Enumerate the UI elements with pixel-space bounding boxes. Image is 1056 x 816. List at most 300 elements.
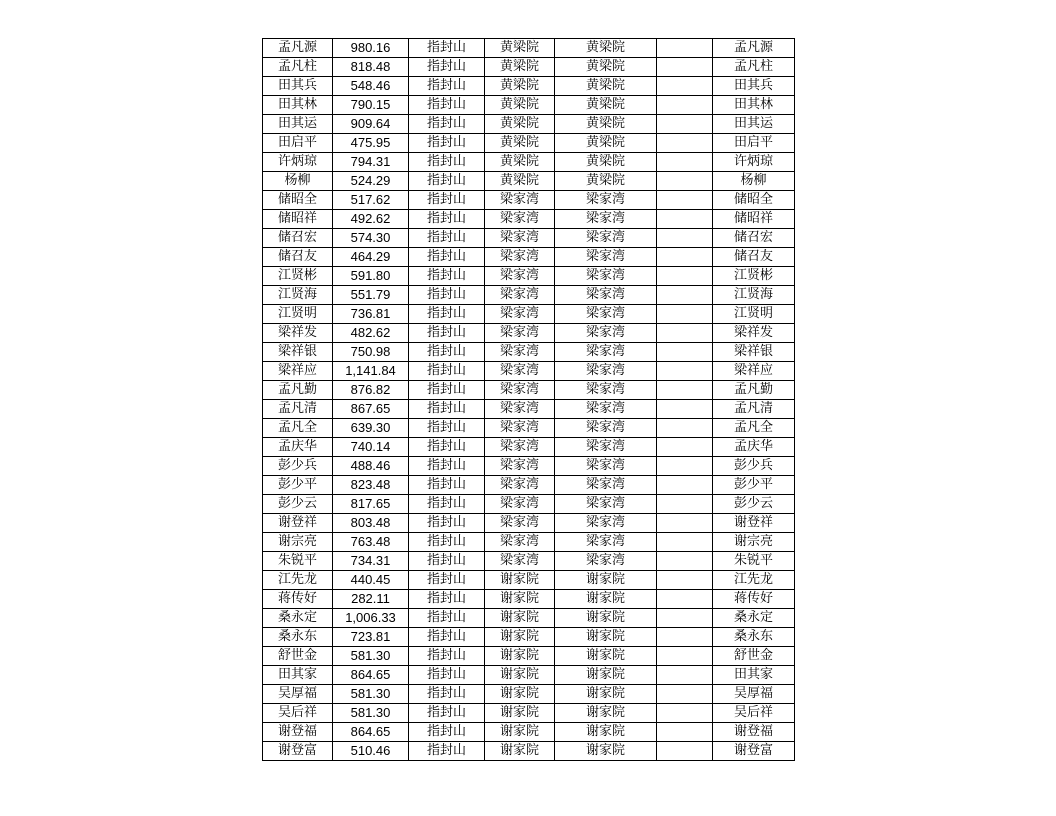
group-cell: 谢家院 (555, 704, 657, 723)
amount-cell: 524.29 (333, 172, 409, 191)
blank-cell (657, 438, 713, 457)
group-cell: 梁家湾 (555, 210, 657, 229)
village-cell: 黄梁院 (485, 134, 555, 153)
name-cell: 孟凡源 (263, 39, 333, 58)
group-cell: 谢家院 (555, 647, 657, 666)
blank-cell (657, 723, 713, 742)
table-row (263, 324, 795, 343)
amount-cell: 574.30 (333, 229, 409, 248)
amount-cell: 734.31 (333, 552, 409, 571)
village-cell: 谢家院 (485, 590, 555, 609)
amount-cell: 639.30 (333, 419, 409, 438)
table-row (263, 609, 795, 628)
group-cell: 谢家院 (555, 666, 657, 685)
town-cell: 指封山 (409, 134, 485, 153)
town-cell: 指封山 (409, 647, 485, 666)
amount-cell: 488.46 (333, 457, 409, 476)
payee-cell: 江先龙 (713, 571, 795, 590)
payee-cell: 舒世金 (713, 647, 795, 666)
group-cell: 梁家湾 (555, 381, 657, 400)
payee-cell: 田其林 (713, 96, 795, 115)
payee-cell: 梁祥应 (713, 362, 795, 381)
payee-cell: 孟凡清 (713, 400, 795, 419)
blank-cell (657, 514, 713, 533)
village-cell: 梁家湾 (485, 229, 555, 248)
name-cell: 储昭祥 (263, 210, 333, 229)
group-cell: 梁家湾 (555, 324, 657, 343)
name-cell: 许炳琼 (263, 153, 333, 172)
group-cell: 梁家湾 (555, 362, 657, 381)
amount-cell: 794.31 (333, 153, 409, 172)
town-cell: 指封山 (409, 514, 485, 533)
group-cell: 梁家湾 (555, 533, 657, 552)
payee-cell: 储昭全 (713, 191, 795, 210)
payee-cell: 江贤海 (713, 286, 795, 305)
amount-cell: 1,141.84 (333, 362, 409, 381)
blank-cell (657, 191, 713, 210)
village-cell: 梁家湾 (485, 514, 555, 533)
town-cell: 指封山 (409, 172, 485, 191)
amount-cell: 740.14 (333, 438, 409, 457)
town-cell: 指封山 (409, 96, 485, 115)
village-cell: 梁家湾 (485, 400, 555, 419)
name-cell: 孟凡清 (263, 400, 333, 419)
village-cell: 谢家院 (485, 628, 555, 647)
group-cell: 谢家院 (555, 742, 657, 761)
payee-cell: 朱锐平 (713, 552, 795, 571)
blank-cell (657, 248, 713, 267)
group-cell: 谢家院 (555, 590, 657, 609)
name-cell: 杨柳 (263, 172, 333, 191)
town-cell: 指封山 (409, 153, 485, 172)
name-cell: 桑永定 (263, 609, 333, 628)
group-cell: 梁家湾 (555, 552, 657, 571)
village-cell: 梁家湾 (485, 457, 555, 476)
blank-cell (657, 134, 713, 153)
town-cell: 指封山 (409, 438, 485, 457)
payee-cell: 谢登祥 (713, 514, 795, 533)
village-cell: 谢家院 (485, 704, 555, 723)
amount-cell: 591.80 (333, 267, 409, 286)
name-cell: 朱锐平 (263, 552, 333, 571)
blank-cell (657, 96, 713, 115)
table-row (263, 419, 795, 438)
name-cell: 储召友 (263, 248, 333, 267)
amount-cell: 510.46 (333, 742, 409, 761)
name-cell: 田其家 (263, 666, 333, 685)
group-cell: 黄梁院 (555, 115, 657, 134)
village-cell: 梁家湾 (485, 286, 555, 305)
blank-cell (657, 400, 713, 419)
village-cell: 梁家湾 (485, 343, 555, 362)
blank-cell (657, 552, 713, 571)
town-cell: 指封山 (409, 742, 485, 761)
payee-cell: 彭少兵 (713, 457, 795, 476)
amount-cell: 818.48 (333, 58, 409, 77)
village-cell: 黄梁院 (485, 39, 555, 58)
group-cell: 谢家院 (555, 571, 657, 590)
name-cell: 彭少兵 (263, 457, 333, 476)
amount-cell: 723.81 (333, 628, 409, 647)
table-row (263, 457, 795, 476)
village-cell: 梁家湾 (485, 552, 555, 571)
blank-cell (657, 267, 713, 286)
table-row (263, 229, 795, 248)
town-cell: 指封山 (409, 723, 485, 742)
table-row (263, 628, 795, 647)
village-cell: 黄梁院 (485, 96, 555, 115)
blank-cell (657, 172, 713, 191)
payee-cell: 江贤明 (713, 305, 795, 324)
blank-cell (657, 115, 713, 134)
name-cell: 孟凡柱 (263, 58, 333, 77)
table-row (263, 590, 795, 609)
name-cell: 梁祥发 (263, 324, 333, 343)
amount-cell: 551.79 (333, 286, 409, 305)
group-cell: 梁家湾 (555, 286, 657, 305)
table-row (263, 400, 795, 419)
amount-cell: 876.82 (333, 381, 409, 400)
name-cell: 梁祥银 (263, 343, 333, 362)
table-row (263, 552, 795, 571)
group-cell: 梁家湾 (555, 248, 657, 267)
group-cell: 谢家院 (555, 609, 657, 628)
group-cell: 梁家湾 (555, 400, 657, 419)
town-cell: 指封山 (409, 381, 485, 400)
village-cell: 梁家湾 (485, 419, 555, 438)
name-cell: 谢宗亮 (263, 533, 333, 552)
town-cell: 指封山 (409, 286, 485, 305)
amount-cell: 817.65 (333, 495, 409, 514)
blank-cell (657, 571, 713, 590)
amount-cell: 823.48 (333, 476, 409, 495)
group-cell: 梁家湾 (555, 343, 657, 362)
payee-cell: 谢登福 (713, 723, 795, 742)
amount-cell: 909.64 (333, 115, 409, 134)
table-row (263, 267, 795, 286)
village-cell: 梁家湾 (485, 248, 555, 267)
town-cell: 指封山 (409, 552, 485, 571)
blank-cell (657, 286, 713, 305)
payee-cell: 许炳琼 (713, 153, 795, 172)
village-cell: 黄梁院 (485, 153, 555, 172)
town-cell: 指封山 (409, 58, 485, 77)
group-cell: 梁家湾 (555, 191, 657, 210)
town-cell: 指封山 (409, 400, 485, 419)
village-cell: 梁家湾 (485, 191, 555, 210)
group-cell: 梁家湾 (555, 495, 657, 514)
blank-cell (657, 77, 713, 96)
name-cell: 谢登祥 (263, 514, 333, 533)
amount-cell: 548.46 (333, 77, 409, 96)
name-cell: 储昭全 (263, 191, 333, 210)
group-cell: 黄梁院 (555, 134, 657, 153)
blank-cell (657, 419, 713, 438)
town-cell: 指封山 (409, 628, 485, 647)
name-cell: 舒世金 (263, 647, 333, 666)
table-row (263, 115, 795, 134)
village-cell: 黄梁院 (485, 77, 555, 96)
town-cell: 指封山 (409, 77, 485, 96)
payee-cell: 梁祥银 (713, 343, 795, 362)
town-cell: 指封山 (409, 39, 485, 58)
table-row (263, 685, 795, 704)
amount-cell: 864.65 (333, 666, 409, 685)
table-row (263, 723, 795, 742)
name-cell: 彭少云 (263, 495, 333, 514)
amount-cell: 750.98 (333, 343, 409, 362)
payee-cell: 梁祥发 (713, 324, 795, 343)
table-row (263, 39, 795, 58)
village-cell: 谢家院 (485, 723, 555, 742)
group-cell: 梁家湾 (555, 229, 657, 248)
name-cell: 田其兵 (263, 77, 333, 96)
payee-cell: 桑永定 (713, 609, 795, 628)
table-row (263, 571, 795, 590)
table-row (263, 210, 795, 229)
town-cell: 指封山 (409, 609, 485, 628)
town-cell: 指封山 (409, 419, 485, 438)
group-cell: 黄梁院 (555, 39, 657, 58)
village-cell: 梁家湾 (485, 324, 555, 343)
payee-cell: 孟凡全 (713, 419, 795, 438)
amount-cell: 980.16 (333, 39, 409, 58)
village-cell: 梁家湾 (485, 476, 555, 495)
village-cell: 谢家院 (485, 647, 555, 666)
table-row (263, 514, 795, 533)
group-cell: 谢家院 (555, 628, 657, 647)
name-cell: 蒋传好 (263, 590, 333, 609)
village-cell: 谢家院 (485, 609, 555, 628)
town-cell: 指封山 (409, 343, 485, 362)
town-cell: 指封山 (409, 362, 485, 381)
ledger-body (263, 39, 795, 761)
blank-cell (657, 381, 713, 400)
village-cell: 黄梁院 (485, 58, 555, 77)
group-cell: 谢家院 (555, 685, 657, 704)
table-row (263, 476, 795, 495)
name-cell: 江先龙 (263, 571, 333, 590)
table-row (263, 191, 795, 210)
table-row (263, 96, 795, 115)
name-cell: 江贤彬 (263, 267, 333, 286)
payee-cell: 桑永东 (713, 628, 795, 647)
payee-cell: 谢登富 (713, 742, 795, 761)
payee-cell: 储召友 (713, 248, 795, 267)
table-row (263, 495, 795, 514)
group-cell: 梁家湾 (555, 457, 657, 476)
village-cell: 黄梁院 (485, 172, 555, 191)
payee-cell: 田启平 (713, 134, 795, 153)
payee-cell: 储召宏 (713, 229, 795, 248)
amount-cell: 581.30 (333, 704, 409, 723)
table-row (263, 742, 795, 761)
town-cell: 指封山 (409, 533, 485, 552)
group-cell: 梁家湾 (555, 476, 657, 495)
table-row (263, 381, 795, 400)
group-cell: 黄梁院 (555, 153, 657, 172)
amount-cell: 482.62 (333, 324, 409, 343)
blank-cell (657, 58, 713, 77)
group-cell: 梁家湾 (555, 419, 657, 438)
name-cell: 桑永东 (263, 628, 333, 647)
village-cell: 梁家湾 (485, 210, 555, 229)
town-cell: 指封山 (409, 704, 485, 723)
table-row (263, 533, 795, 552)
blank-cell (657, 362, 713, 381)
amount-cell: 867.65 (333, 400, 409, 419)
blank-cell (657, 590, 713, 609)
village-cell: 梁家湾 (485, 533, 555, 552)
group-cell: 黄梁院 (555, 58, 657, 77)
town-cell: 指封山 (409, 191, 485, 210)
blank-cell (657, 666, 713, 685)
payee-cell: 田其运 (713, 115, 795, 134)
town-cell: 指封山 (409, 571, 485, 590)
table-row (263, 248, 795, 267)
amount-cell: 1,006.33 (333, 609, 409, 628)
group-cell: 黄梁院 (555, 77, 657, 96)
town-cell: 指封山 (409, 115, 485, 134)
village-cell: 梁家湾 (485, 305, 555, 324)
name-cell: 谢登富 (263, 742, 333, 761)
payee-cell: 孟凡源 (713, 39, 795, 58)
payee-cell: 孟庆华 (713, 438, 795, 457)
blank-cell (657, 628, 713, 647)
blank-cell (657, 457, 713, 476)
village-cell: 梁家湾 (485, 267, 555, 286)
payee-cell: 储昭祥 (713, 210, 795, 229)
group-cell: 谢家院 (555, 723, 657, 742)
table-row (263, 666, 795, 685)
payee-cell: 蒋传好 (713, 590, 795, 609)
payee-cell: 田其家 (713, 666, 795, 685)
group-cell: 梁家湾 (555, 514, 657, 533)
blank-cell (657, 609, 713, 628)
blank-cell (657, 343, 713, 362)
village-cell: 谢家院 (485, 742, 555, 761)
name-cell: 田其运 (263, 115, 333, 134)
amount-cell: 581.30 (333, 685, 409, 704)
amount-cell: 763.48 (333, 533, 409, 552)
name-cell: 储召宏 (263, 229, 333, 248)
blank-cell (657, 647, 713, 666)
group-cell: 黄梁院 (555, 96, 657, 115)
name-cell: 吴厚福 (263, 685, 333, 704)
amount-cell: 517.62 (333, 191, 409, 210)
amount-cell: 440.45 (333, 571, 409, 590)
town-cell: 指封山 (409, 666, 485, 685)
table-row (263, 134, 795, 153)
village-cell: 梁家湾 (485, 495, 555, 514)
amount-cell: 464.29 (333, 248, 409, 267)
village-cell: 谢家院 (485, 666, 555, 685)
blank-cell (657, 305, 713, 324)
name-cell: 江贤海 (263, 286, 333, 305)
name-cell: 孟凡全 (263, 419, 333, 438)
amount-cell: 864.65 (333, 723, 409, 742)
blank-cell (657, 742, 713, 761)
amount-cell: 282.11 (333, 590, 409, 609)
town-cell: 指封山 (409, 305, 485, 324)
amount-cell: 736.81 (333, 305, 409, 324)
group-cell: 梁家湾 (555, 438, 657, 457)
town-cell: 指封山 (409, 267, 485, 286)
table-row (263, 704, 795, 723)
town-cell: 指封山 (409, 229, 485, 248)
blank-cell (657, 533, 713, 552)
village-cell: 梁家湾 (485, 438, 555, 457)
table-row (263, 362, 795, 381)
table-row (263, 343, 795, 362)
blank-cell (657, 476, 713, 495)
name-cell: 彭少平 (263, 476, 333, 495)
town-cell: 指封山 (409, 457, 485, 476)
blank-cell (657, 495, 713, 514)
payee-cell: 田其兵 (713, 77, 795, 96)
blank-cell (657, 324, 713, 343)
name-cell: 江贤明 (263, 305, 333, 324)
table-row (263, 305, 795, 324)
table-row (263, 647, 795, 666)
amount-cell: 790.15 (333, 96, 409, 115)
name-cell: 梁祥应 (263, 362, 333, 381)
ledger-table (262, 38, 795, 761)
town-cell: 指封山 (409, 210, 485, 229)
village-cell: 梁家湾 (485, 381, 555, 400)
table-row (263, 77, 795, 96)
amount-cell: 803.48 (333, 514, 409, 533)
payee-cell: 吴厚福 (713, 685, 795, 704)
town-cell: 指封山 (409, 324, 485, 343)
town-cell: 指封山 (409, 248, 485, 267)
payee-cell: 吴后祥 (713, 704, 795, 723)
name-cell: 吴后祥 (263, 704, 333, 723)
amount-cell: 581.30 (333, 647, 409, 666)
blank-cell (657, 153, 713, 172)
payee-cell: 彭少云 (713, 495, 795, 514)
blank-cell (657, 229, 713, 248)
town-cell: 指封山 (409, 495, 485, 514)
payee-cell: 杨柳 (713, 172, 795, 191)
table-row (263, 286, 795, 305)
blank-cell (657, 704, 713, 723)
group-cell: 黄梁院 (555, 172, 657, 191)
name-cell: 谢登福 (263, 723, 333, 742)
town-cell: 指封山 (409, 685, 485, 704)
village-cell: 谢家院 (485, 685, 555, 704)
blank-cell (657, 685, 713, 704)
name-cell: 孟凡勤 (263, 381, 333, 400)
town-cell: 指封山 (409, 476, 485, 495)
name-cell: 田启平 (263, 134, 333, 153)
name-cell: 孟庆华 (263, 438, 333, 457)
payee-cell: 孟凡柱 (713, 58, 795, 77)
village-cell: 谢家院 (485, 571, 555, 590)
name-cell: 田其林 (263, 96, 333, 115)
table-row (263, 58, 795, 77)
village-cell: 黄梁院 (485, 115, 555, 134)
village-cell: 梁家湾 (485, 362, 555, 381)
blank-cell (657, 39, 713, 58)
table-row (263, 438, 795, 457)
table-row (263, 172, 795, 191)
blank-cell (657, 210, 713, 229)
payee-cell: 彭少平 (713, 476, 795, 495)
payee-cell: 谢宗亮 (713, 533, 795, 552)
amount-cell: 475.95 (333, 134, 409, 153)
town-cell: 指封山 (409, 590, 485, 609)
